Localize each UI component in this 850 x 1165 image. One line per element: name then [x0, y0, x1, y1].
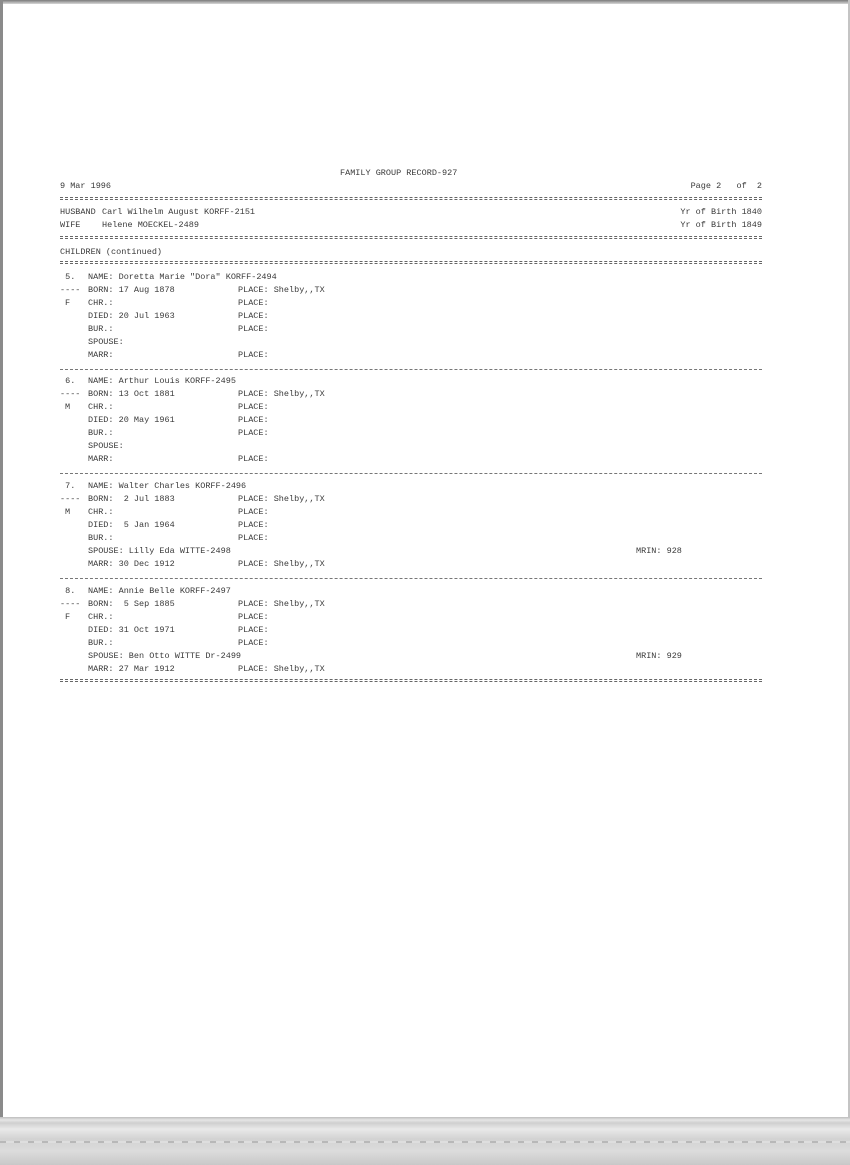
- child-born-place: PLACE: Shelby,,TX: [238, 285, 325, 295]
- husband-name: Carl Wilhelm August KORFF-2151: [102, 207, 256, 217]
- child-spouse: SPOUSE:: [88, 337, 124, 347]
- child-marr: MARR:: [88, 454, 114, 464]
- husband-birth-year: Yr of Birth 1840: [680, 207, 762, 217]
- single-rule: [60, 473, 762, 474]
- child-bur-place: PLACE:: [238, 533, 269, 543]
- child-name: NAME: Walter Charles KORFF-2496: [88, 481, 247, 491]
- child-chr-place: PLACE:: [238, 507, 269, 517]
- double-rule: [60, 197, 762, 200]
- child-bur: BUR.:: [88, 324, 114, 334]
- child-chr: CHR.:: [88, 612, 114, 622]
- child-chr: CHR.:: [88, 507, 114, 517]
- child-spouse: SPOUSE: Lilly Eda WITTE-2498: [88, 546, 231, 556]
- page-number: Page 2 of 2: [690, 181, 762, 191]
- child-marr-place: PLACE:: [238, 454, 269, 464]
- child-chr-place: PLACE:: [238, 402, 269, 412]
- wife-birth-year: Yr of Birth 1849: [680, 220, 762, 230]
- child-sex: M: [65, 402, 71, 412]
- child-marr-place: PLACE: Shelby,,TX: [238, 559, 325, 569]
- record-title: FAMILY GROUP RECORD-927: [340, 168, 458, 178]
- child-chr: CHR.:: [88, 298, 114, 308]
- double-rule: [60, 261, 762, 264]
- child-born-place: PLACE: Shelby,,TX: [238, 389, 325, 399]
- child-born: BORN: 13 Oct 1881: [88, 389, 175, 399]
- child-died: DIED: 20 May 1961: [88, 415, 175, 425]
- scan-edge-bottom: [0, 1117, 850, 1165]
- child-number: 5.: [60, 272, 76, 282]
- child-died: DIED: 5 Jan 1964: [88, 520, 175, 530]
- wife-name: Helene MOECKEL-2489: [102, 220, 199, 230]
- single-rule: [60, 578, 762, 579]
- section-title: CHILDREN (continued): [60, 247, 163, 257]
- child-dash: ----: [60, 285, 81, 295]
- child-died-place: PLACE:: [238, 415, 269, 425]
- child-name: NAME: Arthur Louis KORFF-2495: [88, 376, 236, 386]
- child-died-place: PLACE:: [238, 520, 269, 530]
- child-born: BORN: 17 Aug 1878: [88, 285, 175, 295]
- child-chr-place: PLACE:: [238, 298, 269, 308]
- scan-edge-top: [0, 0, 850, 4]
- child-born: BORN: 2 Jul 1883: [88, 494, 175, 504]
- child-bur: BUR.:: [88, 533, 114, 543]
- child-number: 8.: [60, 586, 76, 596]
- single-rule: [60, 369, 762, 370]
- child-born: BORN: 5 Sep 1885: [88, 599, 175, 609]
- child-marr-place: PLACE:: [238, 350, 269, 360]
- scan-edge-left: [0, 0, 3, 1165]
- wife-label: WIFE: [60, 220, 81, 230]
- double-rule: [60, 236, 762, 239]
- child-sex: F: [65, 298, 71, 308]
- child-marr: MARR: 30 Dec 1912: [88, 559, 175, 569]
- child-dash: ----: [60, 599, 81, 609]
- child-died-place: PLACE:: [238, 625, 269, 635]
- child-sex: F: [65, 612, 71, 622]
- print-date: 9 Mar 1996: [60, 181, 112, 191]
- child-sex: M: [65, 507, 71, 517]
- child-marr: MARR:: [88, 350, 114, 360]
- child-mrin: MRIN: 929: [636, 651, 682, 661]
- child-number: 6.: [60, 376, 76, 386]
- child-bur-place: PLACE:: [238, 324, 269, 334]
- child-name: NAME: Doretta Marie "Dora" KORFF-2494: [88, 272, 277, 282]
- child-born-place: PLACE: Shelby,,TX: [238, 494, 325, 504]
- husband-label: HUSBAND: [60, 207, 96, 217]
- child-bur-place: PLACE:: [238, 428, 269, 438]
- child-spouse: SPOUSE: Ben Otto WITTE Dr-2499: [88, 651, 242, 661]
- child-chr: CHR.:: [88, 402, 114, 412]
- child-bur-place: PLACE:: [238, 638, 269, 648]
- child-marr: MARR: 27 Mar 1912: [88, 664, 175, 674]
- child-bur: BUR.:: [88, 428, 114, 438]
- child-number: 7.: [60, 481, 76, 491]
- child-dash: ----: [60, 389, 81, 399]
- child-dash: ----: [60, 494, 81, 504]
- child-chr-place: PLACE:: [238, 612, 269, 622]
- child-died: DIED: 20 Jul 1963: [88, 311, 175, 321]
- child-bur: BUR.:: [88, 638, 114, 648]
- double-rule: [60, 679, 762, 682]
- child-name: NAME: Annie Belle KORFF-2497: [88, 586, 231, 596]
- child-born-place: PLACE: Shelby,,TX: [238, 599, 325, 609]
- child-died-place: PLACE:: [238, 311, 269, 321]
- child-marr-place: PLACE: Shelby,,TX: [238, 664, 325, 674]
- child-died: DIED: 31 Oct 1971: [88, 625, 175, 635]
- child-spouse: SPOUSE:: [88, 441, 124, 451]
- child-mrin: MRIN: 928: [636, 546, 682, 556]
